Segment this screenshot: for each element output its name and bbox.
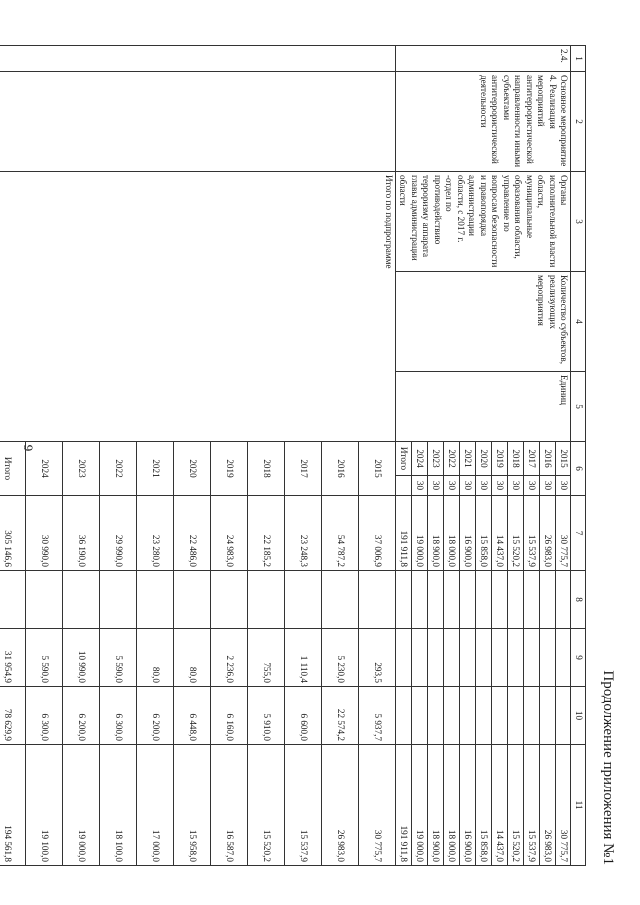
total-funding: 30 990,0 bbox=[26, 496, 63, 571]
program-table bbox=[0, 45, 586, 866]
regional-funding: 80,0 bbox=[174, 629, 211, 687]
local-funding bbox=[443, 687, 459, 745]
regional-funding: 31 954,9 bbox=[0, 629, 26, 687]
regional-funding: 1 110,4 bbox=[285, 629, 322, 687]
indicator-value: 30 bbox=[523, 476, 539, 496]
other-funding: 194 561,8 bbox=[0, 745, 26, 866]
other-funding: 17 000,0 bbox=[137, 745, 174, 866]
total-funding: 15 537,9 bbox=[523, 496, 539, 571]
col-num-2: 2 bbox=[571, 72, 586, 172]
indicator-value: 30 bbox=[475, 476, 491, 496]
federal-funding bbox=[507, 571, 523, 629]
local-funding: 22 574,2 bbox=[322, 687, 359, 745]
document-heading: Продолжение приложения №1 bbox=[600, 670, 616, 865]
federal-funding bbox=[443, 571, 459, 629]
total-funding: 15 858,0 bbox=[475, 496, 491, 571]
indicator-value: 30 bbox=[411, 476, 427, 496]
year-cell: 2018 bbox=[507, 442, 523, 476]
other-funding: 15 858,0 bbox=[475, 745, 491, 866]
total-funding: 22 185,2 bbox=[248, 496, 285, 571]
year-cell: 2017 bbox=[285, 442, 322, 496]
year-cell: 2022 bbox=[100, 442, 137, 496]
total-funding: 16 900,0 bbox=[459, 496, 475, 571]
table-row bbox=[359, 46, 396, 866]
year-cell: 2021 bbox=[459, 442, 475, 476]
other-funding: 16 587,0 bbox=[211, 745, 248, 866]
total-funding: 29 990,0 bbox=[100, 496, 137, 571]
regional-funding bbox=[427, 629, 443, 687]
local-funding bbox=[411, 687, 427, 745]
federal-funding bbox=[359, 571, 396, 629]
indicator-value: 30 bbox=[427, 476, 443, 496]
col-num-10: 10 bbox=[571, 687, 586, 745]
total-funding: 30 775,7 bbox=[555, 496, 571, 571]
federal-funding bbox=[459, 571, 475, 629]
local-funding: 6 200,0 bbox=[137, 687, 174, 745]
other-funding: 18 100,0 bbox=[100, 745, 137, 866]
regional-funding: 293,5 bbox=[359, 629, 396, 687]
col-num-3: 3 bbox=[571, 172, 586, 272]
year-cell: 2016 bbox=[539, 442, 555, 476]
federal-funding bbox=[396, 571, 412, 629]
other-funding: 15 520,2 bbox=[507, 745, 523, 866]
federal-funding bbox=[63, 571, 100, 629]
total-funding: 19 000,0 bbox=[411, 496, 427, 571]
other-funding: 18 900,0 bbox=[427, 745, 443, 866]
federal-funding bbox=[491, 571, 507, 629]
local-funding bbox=[475, 687, 491, 745]
year-cell: 2020 bbox=[174, 442, 211, 496]
indicator-value bbox=[396, 476, 412, 496]
other-funding: 15 537,9 bbox=[285, 745, 322, 866]
year-cell: 2021 bbox=[137, 442, 174, 496]
col-num-9: 9 bbox=[571, 629, 586, 687]
regional-funding bbox=[523, 629, 539, 687]
landscape-sheet bbox=[2, 45, 620, 865]
other-funding: 15 537,9 bbox=[523, 745, 539, 866]
total-funding: 191 911,8 bbox=[396, 496, 412, 571]
item-name: Основное мероприятие 4. Реализация мероприятий антитеррористической направленности иными субъектами антитеррористической деятельности bbox=[396, 72, 572, 172]
total-funding: 15 520,2 bbox=[507, 496, 523, 571]
indicator-value: 30 bbox=[491, 476, 507, 496]
indicator-value: 30 bbox=[555, 476, 571, 496]
year-cell: 2023 bbox=[63, 442, 100, 496]
local-funding: 6 600,0 bbox=[285, 687, 322, 745]
other-funding: 30 775,7 bbox=[555, 745, 571, 866]
indicator-value: 30 bbox=[539, 476, 555, 496]
regional-funding: 5 590,0 bbox=[100, 629, 137, 687]
total-funding: 14 437,0 bbox=[491, 496, 507, 571]
federal-funding bbox=[100, 571, 137, 629]
item-executor: Органы исполнительной власти области, муниципальные образования области, управление по вопросам безопасности и правопорядка администрации области, с 2017 г. -отдел по противодействию терроризму аппарата главы администрации области bbox=[396, 172, 572, 272]
other-funding: 16 900,0 bbox=[459, 745, 475, 866]
indicator-value: 30 bbox=[443, 476, 459, 496]
total-funding: 18 000,0 bbox=[443, 496, 459, 571]
year-cell: 2015 bbox=[555, 442, 571, 476]
regional-funding bbox=[555, 629, 571, 687]
year-cell: 2020 bbox=[475, 442, 491, 476]
local-funding: 6 300,0 bbox=[26, 687, 63, 745]
regional-funding bbox=[539, 629, 555, 687]
local-funding: 6 160,0 bbox=[211, 687, 248, 745]
other-funding: 26 983,0 bbox=[539, 745, 555, 866]
rotated-page-area bbox=[2, 45, 620, 865]
other-funding: 18 000,0 bbox=[443, 745, 459, 866]
local-funding bbox=[507, 687, 523, 745]
year-cell: 2024 bbox=[26, 442, 63, 496]
total-funding: 23 248,3 bbox=[285, 496, 322, 571]
year-cell: Итого bbox=[396, 442, 412, 476]
local-funding bbox=[427, 687, 443, 745]
regional-funding: 80,0 bbox=[137, 629, 174, 687]
local-funding bbox=[555, 687, 571, 745]
other-funding: 19 100,0 bbox=[26, 745, 63, 866]
regional-funding: 2 236,0 bbox=[211, 629, 248, 687]
year-cell: 2024 bbox=[411, 442, 427, 476]
total-funding: 23 280,0 bbox=[137, 496, 174, 571]
year-cell: 2016 bbox=[322, 442, 359, 496]
subprogram-blank-cell bbox=[0, 72, 396, 172]
item-number: 2.4. bbox=[396, 46, 572, 72]
col-num-7: 7 bbox=[571, 496, 586, 571]
federal-funding bbox=[211, 571, 248, 629]
regional-funding: 10 990,0 bbox=[63, 629, 100, 687]
federal-funding bbox=[322, 571, 359, 629]
local-funding bbox=[539, 687, 555, 745]
col-num-8: 8 bbox=[571, 571, 586, 629]
year-cell: 2015 bbox=[359, 442, 396, 496]
page-number: 9 bbox=[21, 444, 36, 452]
indicator-value: 30 bbox=[459, 476, 475, 496]
regional-funding bbox=[475, 629, 491, 687]
regional-funding bbox=[411, 629, 427, 687]
regional-funding: 755,0 bbox=[248, 629, 285, 687]
total-funding: 54 787,2 bbox=[322, 496, 359, 571]
regional-funding bbox=[443, 629, 459, 687]
federal-funding bbox=[137, 571, 174, 629]
local-funding: 5 910,0 bbox=[248, 687, 285, 745]
subprogram-blank-cell bbox=[0, 46, 396, 72]
item-indicator: Количество субъектов, реализующих мероприятия bbox=[396, 272, 572, 372]
local-funding: 5 937,7 bbox=[359, 687, 396, 745]
federal-funding bbox=[248, 571, 285, 629]
local-funding bbox=[491, 687, 507, 745]
local-funding: 78 629,9 bbox=[0, 687, 26, 745]
total-funding: 305 146,6 bbox=[0, 496, 26, 571]
column-number-row bbox=[571, 46, 586, 866]
col-num-6: 6 bbox=[571, 442, 586, 496]
item-unit: Единиц bbox=[396, 372, 572, 442]
other-funding: 15 958,0 bbox=[174, 745, 211, 866]
federal-funding bbox=[174, 571, 211, 629]
regional-funding bbox=[507, 629, 523, 687]
year-cell: Итого bbox=[0, 442, 26, 496]
year-cell: 2022 bbox=[443, 442, 459, 476]
federal-funding bbox=[411, 571, 427, 629]
col-num-11: 11 bbox=[571, 745, 586, 866]
year-cell: 2017 bbox=[523, 442, 539, 476]
other-funding: 191 911,8 bbox=[396, 745, 412, 866]
regional-funding: 5 230,0 bbox=[322, 629, 359, 687]
local-funding bbox=[396, 687, 412, 745]
local-funding bbox=[459, 687, 475, 745]
federal-funding bbox=[523, 571, 539, 629]
total-funding: 26 983,0 bbox=[539, 496, 555, 571]
local-funding: 6 200,0 bbox=[63, 687, 100, 745]
regional-funding: 5 590,0 bbox=[26, 629, 63, 687]
total-funding: 37 006,9 bbox=[359, 496, 396, 571]
total-funding: 18 900,0 bbox=[427, 496, 443, 571]
federal-funding bbox=[0, 571, 26, 629]
federal-funding bbox=[555, 571, 571, 629]
other-funding: 30 775,7 bbox=[359, 745, 396, 866]
other-funding: 26 983,0 bbox=[322, 745, 359, 866]
federal-funding bbox=[539, 571, 555, 629]
total-funding: 22 486,0 bbox=[174, 496, 211, 571]
total-funding: 24 983,0 bbox=[211, 496, 248, 571]
total-funding: 36 190,0 bbox=[63, 496, 100, 571]
other-funding: 15 520,2 bbox=[248, 745, 285, 866]
regional-funding bbox=[459, 629, 475, 687]
indicator-value: 30 bbox=[507, 476, 523, 496]
federal-funding bbox=[475, 571, 491, 629]
col-num-1: 1 bbox=[571, 46, 586, 72]
year-cell: 2023 bbox=[427, 442, 443, 476]
subprogram-label: Итого по подпрограмме bbox=[0, 172, 396, 442]
year-cell: 2019 bbox=[491, 442, 507, 476]
federal-funding bbox=[26, 571, 63, 629]
regional-funding bbox=[396, 629, 412, 687]
other-funding: 14 437,0 bbox=[491, 745, 507, 866]
col-num-5: 5 bbox=[571, 372, 586, 442]
year-cell: 2019 bbox=[211, 442, 248, 496]
regional-funding bbox=[491, 629, 507, 687]
col-num-4: 4 bbox=[571, 272, 586, 372]
local-funding: 6 300,0 bbox=[100, 687, 137, 745]
year-cell: 2018 bbox=[248, 442, 285, 496]
local-funding bbox=[523, 687, 539, 745]
federal-funding bbox=[285, 571, 322, 629]
table-row bbox=[555, 46, 571, 866]
other-funding: 19 000,0 bbox=[411, 745, 427, 866]
federal-funding bbox=[427, 571, 443, 629]
local-funding: 6 448,0 bbox=[174, 687, 211, 745]
other-funding: 19 000,0 bbox=[63, 745, 100, 866]
